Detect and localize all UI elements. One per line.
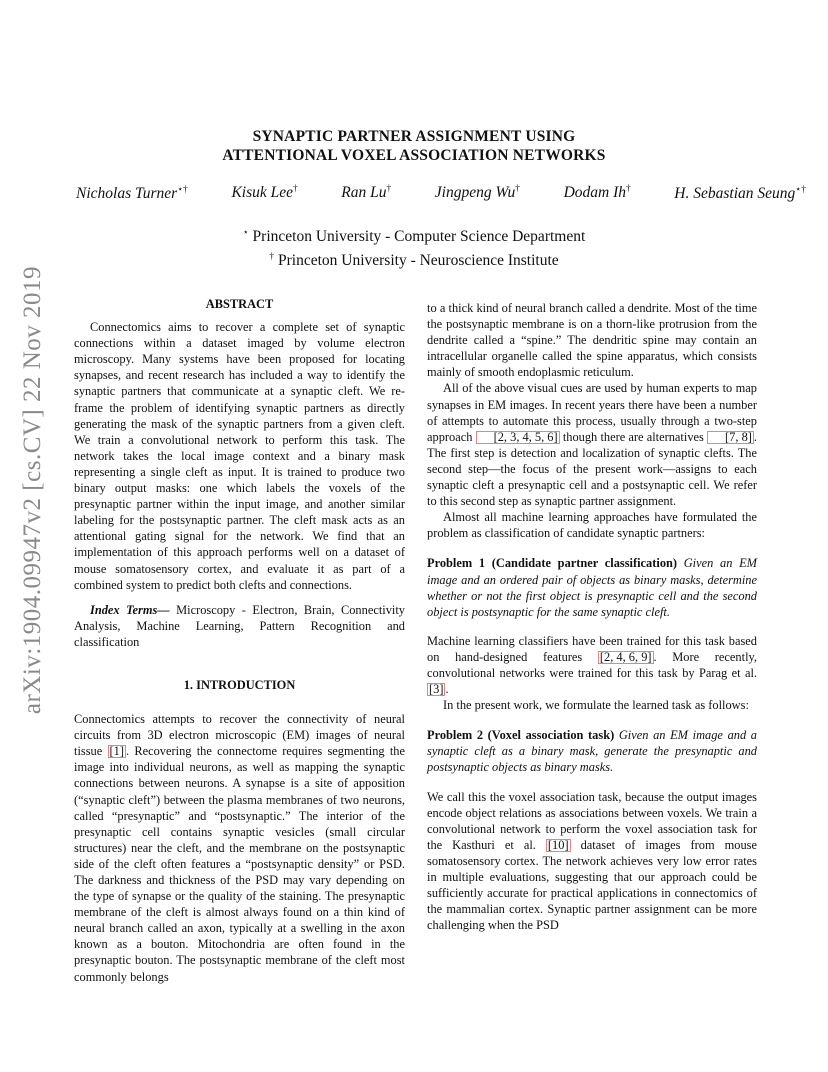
title-line-1: SYNAPTIC PARTNER ASSIGNMENT USING: [252, 128, 576, 145]
author: Jingpeng Wu†: [434, 184, 521, 202]
paragraph: We call this the voxel association task, because the output images encode object relations as associations between voxels. We train a convolutional network to perform the voxel association task for the Kasthuri et al. [10] dataset of images from mouse somatosensory cortex. The network achieves very low error rates in multiple evaluations, suggesting that our approach could be sufficiently accurate for practical applications in connectomics of the mammalian cortex. Synaptic partner assignment can be more challenging when the PSD: [427, 789, 757, 933]
citation-link[interactable]: [2, 3, 4, 5, 6]: [476, 431, 560, 444]
paragraph: Almost all machine learning approaches have formulated the problem as classification of candidate synaptic partners:: [427, 510, 757, 541]
arxiv-sidebar: [16, 265, 50, 715]
author: H. Sebastian Seung⋆†: [674, 185, 806, 203]
citation-link[interactable]: [10]: [547, 837, 569, 852]
affiliation: † Princeton University - Neuroscience Institute: [269, 252, 559, 270]
author: Nicholas Turner⋆†: [76, 185, 188, 203]
paper-title: [0, 127, 828, 165]
citation-link[interactable]: [1]: [109, 744, 124, 759]
index-terms: Index Terms— Microscopy - Electron, Brain, Connectivity Analysis, Machine Learning, Pattern Recognition and classification: [74, 602, 405, 649]
right-column: [427, 300, 757, 933]
paragraph: Machine learning classifiers have been trained for this task based on hand-designed features [2, 4, 6, 9] . More recently, convolutional networks were trained for this task by Parag et al. [3] .: [427, 633, 757, 697]
citation-link[interactable]: [7, 8]: [707, 431, 754, 444]
citation-link[interactable]: [3]: [429, 682, 444, 697]
paragraph: All of the above visual cues are used by human experts to map synapses in EM images. In recent years there have been a number of attempts to automate this process, usually through a two-step approach [2, 3, 4, 5, 6] though there are alternatives [7, 8] . The first step is detection and localization of synaptic clefts. The second step—the focus of the present work—assigns to each synaptic cleft a presynaptic cell and a postsynaptic cell. We refer to this second step as synaptic partner assignment.: [427, 381, 757, 509]
author: Dodam Ih†: [563, 184, 631, 202]
author: Kisuk Lee†: [231, 184, 298, 202]
abstract-heading: ABSTRACT: [205, 297, 274, 311]
title-line-2: ATTENTIONAL VOXEL ASSOCIATION NETWORKS: [222, 147, 606, 164]
author: Ran Lu†: [341, 184, 392, 202]
problem-1: Problem 1 (Candidate partner classification) Given an EM image and an ordered pair of objects as binary masks, determine whether or not the first object is presynaptic cell and the second object is postsynaptic for the same synaptic cleft.: [427, 556, 757, 619]
abstract-text: Connectomics aims to recover a complete set of synaptic connections within a dataset imaged by volume electron microscopy. Many systems have been proposed for locating synapses, and recent research has included a way to identify the synaptic partners that communicate at a synaptic cleft. We re-frame the problem of identifying synaptic partners as directly generating the mask of the synaptic partners from a given cleft. We train a convolutional network to perform this task. The network takes the local image context and a binary mask representing a single cleft as input. It is trained to produce two binary output masks: one which labels the voxels of the presynaptic partner within the input image, and another similar labeling for the postsynaptic partner. The cleft mask acts as an attentional gating signal for the network. We find that an implementation of this approach performs well on a dataset of mouse somatosensory cortex, and evaluate it as part of a combined system to predict both clefts and connections.: [74, 320, 405, 592]
arxiv-identifier: arXiv:1904.09947v2 [cs.CV] 22 Nov 2019: [19, 265, 47, 715]
problem-2: Problem 2 (Voxel association task) Given an EM image and a synaptic cleft as a binary mask, generate the presynaptic and postsynaptic objects as binary masks.: [427, 728, 757, 775]
citation-link[interactable]: [2, 4, 6, 9]: [599, 649, 652, 664]
left-column: [74, 296, 405, 985]
affiliations: [0, 223, 828, 271]
affiliation: ⋆ Princeton University - Computer Science Department: [242, 228, 586, 246]
paragraph: In the present work, we formulate the learned task as follows:: [443, 698, 749, 713]
author-list: [76, 184, 806, 203]
index-terms-label: Index Terms—: [90, 602, 170, 617]
paragraph: to a thick kind of neural branch called a dendrite. Most of the time the postsynaptic membrane is on a thorn-like protrusion from the dendrite called a “spine.” The dendritic spine may contain an intracellular organelle called the spine apparatus, which consists mainly of smooth endoplasmic reticulum.: [427, 301, 757, 380]
intro-paragraph: Connectomics attempts to recover the connectivity of neural circuits from 3D electron microscopic (EM) images of neural tissue [1] . Recovering the connectome requires segmenting the image into individual neurons, as well as mapping the synaptic connections between neurons. A synapse is a site of apposition (“synaptic cleft”) between the plasma membranes of two neurons, called “presynaptic” and “postsynaptic.” The interior of the presynaptic cell contains synaptic vesicles (small circular structures) near the cleft, and the membrane on the postsynaptic side of the cleft often features a “postsynaptic density” or PSD. The darkness and thickness of the PSD may vary depending on the type of synapse or the quality of the staining. The presynaptic membrane of the cleft is almost always found on a thin kind of neural branch called an axon, typically at a swelling in the axon known as a bouton. Mitochondria are often found in the presynaptic bouton. The postsynaptic membrane of the cleft most commonly belongs: [74, 712, 406, 984]
introduction-heading: 1. INTRODUCTION: [183, 677, 296, 692]
